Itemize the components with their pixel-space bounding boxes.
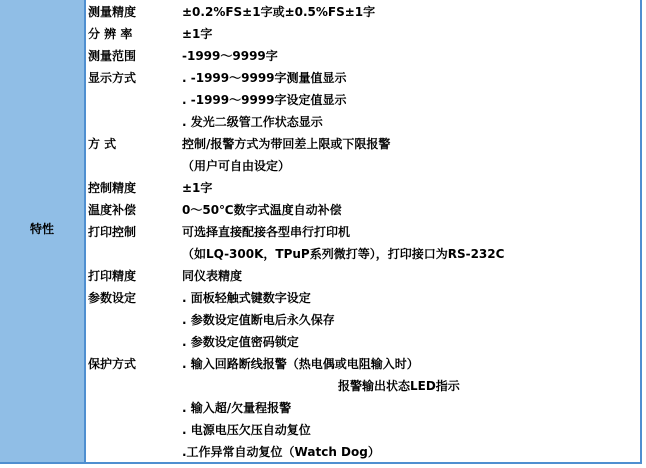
row-value: 同仪表精度 bbox=[182, 269, 243, 283]
row-value: 可选择直接配接各型串行打印机 bbox=[182, 225, 351, 239]
section-label: 特性 bbox=[29, 222, 54, 236]
table-row bbox=[0, 154, 640, 176]
bottom-border bbox=[0, 462, 642, 464]
row-key: 显示方式 bbox=[88, 71, 137, 85]
table-row bbox=[0, 220, 640, 242]
row-value: .工作异常自动复位（Watch Dog） bbox=[182, 445, 380, 459]
table-row bbox=[0, 374, 640, 396]
table-row bbox=[0, 0, 640, 22]
row-key: 参数设定 bbox=[88, 291, 137, 305]
table-row bbox=[0, 330, 640, 352]
row-value: ±1字 bbox=[182, 181, 213, 195]
table-row bbox=[0, 22, 640, 44]
row-key: 保护方式 bbox=[88, 357, 137, 371]
table-row bbox=[0, 264, 640, 286]
right-border bbox=[640, 0, 642, 462]
row-value: 控制/报警方式为带回差上限或下限报警 bbox=[182, 137, 391, 151]
row-value: . 电源电压欠压自动复位 bbox=[182, 423, 311, 437]
row-value: （用户可自由设定） bbox=[182, 159, 291, 173]
row-value: . -1999～9999字设定值显示 bbox=[182, 93, 347, 107]
table-row bbox=[0, 88, 640, 110]
table-row bbox=[0, 110, 640, 132]
row-key: 打印精度 bbox=[88, 269, 137, 283]
row-value: 报警输出状态LED指示 bbox=[338, 379, 460, 393]
row-value: . 面板轻触式键数字设定 bbox=[182, 291, 311, 305]
row-key: 温度补偿 bbox=[88, 203, 137, 217]
row-value: （如LQ-300K，TPuP系列微打等），打印接口为RS-232C bbox=[182, 247, 505, 261]
row-value: . 参数设定值断电后永久保存 bbox=[182, 313, 335, 327]
row-value: . -1999～9999字测量值显示 bbox=[182, 71, 347, 85]
row-value: . 参数设定值密码锁定 bbox=[182, 335, 299, 349]
row-key: 打印控制 bbox=[88, 225, 137, 239]
row-key: 方 式 bbox=[88, 137, 117, 151]
row-key: 分 辨 率 bbox=[88, 27, 133, 41]
row-value: . 输入回路断线报警（热电偶或电阻输入时） bbox=[182, 357, 419, 371]
table-row bbox=[0, 198, 640, 220]
table-row bbox=[0, 352, 640, 374]
table-row bbox=[0, 418, 640, 440]
row-value: -1999～9999字 bbox=[182, 49, 278, 63]
row-value: ±0.2%FS±1字或±0.5%FS±1字 bbox=[182, 5, 376, 19]
table-row bbox=[0, 66, 640, 88]
table-row bbox=[0, 286, 640, 308]
table-row bbox=[0, 242, 640, 264]
table-row bbox=[0, 308, 640, 330]
table-row bbox=[0, 440, 640, 462]
row-value: ±1字 bbox=[182, 27, 213, 41]
table-row bbox=[0, 132, 640, 154]
row-value: . 输入超/欠量程报警 bbox=[182, 401, 292, 415]
row-value: . 发光二级管工作状态显示 bbox=[182, 115, 323, 129]
row-key: 测量范围 bbox=[88, 49, 137, 63]
table-row bbox=[0, 44, 640, 66]
table-row bbox=[0, 176, 640, 198]
row-key: 控制精度 bbox=[88, 181, 137, 195]
table-row bbox=[0, 396, 640, 418]
row-key: 测量精度 bbox=[88, 5, 137, 19]
row-value: 0～50℃数字式温度自动补偿 bbox=[182, 203, 342, 217]
